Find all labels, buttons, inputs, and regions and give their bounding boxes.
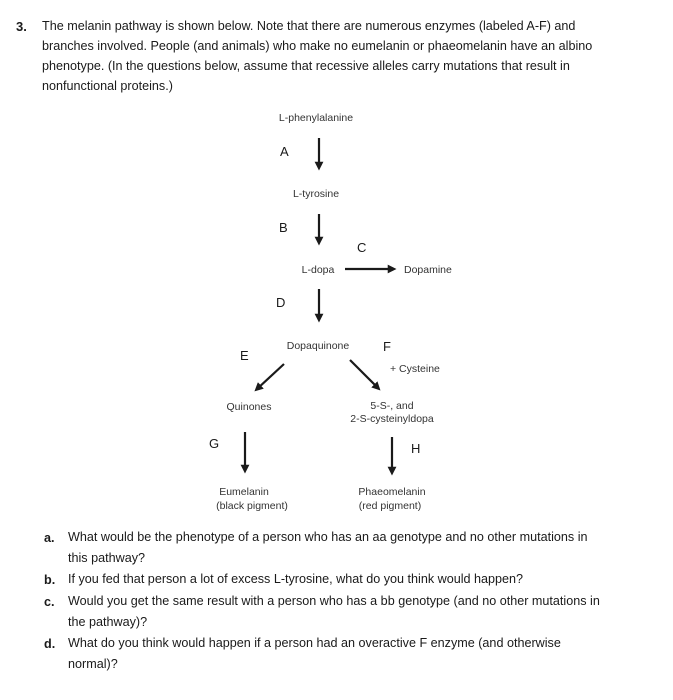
subquestion-d-line-1: What do you think would happen if a person had an overactive F enzyme (and otherwise: [68, 636, 561, 650]
compound-l-dopa: L-dopa: [301, 264, 335, 276]
compound-l-tyrosine: L-tyrosine: [292, 188, 340, 200]
subquestion-c-line-2: the pathway)?: [68, 615, 148, 629]
subquestion-b-label: b.: [44, 573, 56, 587]
question-text-line-4: nonfunctional proteins.): [42, 79, 173, 93]
subquestion-d-line-2: normal)?: [68, 657, 118, 671]
compound-dopaquinone: Dopaquinone: [286, 340, 350, 352]
enzyme-d-label: D: [276, 295, 286, 310]
question-text-line-1: The melanin pathway is shown below. Note that there are numerous enzymes (labeled A-F) and: [42, 19, 576, 33]
enzyme-a-label: A: [280, 144, 289, 159]
compound-cysteine: + Cysteine: [390, 363, 440, 375]
arrow-f: [350, 360, 378, 388]
question-text-line-3: phenotype. (In the questions below, assume that recessive alleles carry mutations that result in: [42, 59, 570, 73]
phaeomelanin-note: (red pigment): [358, 500, 422, 512]
subquestion-a-label: a.: [44, 531, 55, 545]
enzyme-g-label: G: [209, 436, 220, 451]
subquestion-d-label: d.: [44, 637, 56, 651]
compound-cysteinyldopa-line-1: 5-S-, and: [370, 400, 414, 412]
subquestion-a-line-2: this pathway?: [68, 551, 146, 565]
subquestion-a-line-1: What would be the phenotype of a person who has an aa genotype and no other mutations in: [68, 530, 588, 544]
enzyme-f-label: F: [383, 339, 391, 354]
subquestion-c-label: c.: [44, 595, 55, 609]
subquestion-b-line-1: If you fed that person a lot of excess L-tyrosine, what do you think would happen?: [68, 572, 524, 586]
compound-cysteinyldopa-line-2: 2-S-cysteinyldopa: [350, 413, 434, 425]
question-number: 3.: [16, 19, 27, 34]
arrow-e: [257, 364, 284, 389]
subquestion-c-line-1: Would you get the same result with a person who has a bb genotype (and no other mutations in: [68, 594, 600, 608]
enzyme-b-label: B: [279, 220, 288, 235]
compound-l-phenylalanine: L-phenylalanine: [278, 112, 354, 124]
eumelanin-note: (black pigment): [216, 500, 288, 512]
compound-phaeomelanin: Phaeomelanin: [358, 486, 426, 498]
enzyme-e-label: E: [240, 348, 249, 363]
enzyme-h-label: H: [411, 441, 421, 456]
compound-dopamine: Dopamine: [404, 264, 452, 276]
compound-quinones: Quinones: [226, 401, 272, 413]
question-text-line-2: branches involved. People (and animals) who make no eumelanin or phaeomelanin have an albino: [42, 39, 593, 53]
compound-eumelanin: Eumelanin: [219, 486, 269, 498]
enzyme-c-label: C: [357, 240, 367, 255]
